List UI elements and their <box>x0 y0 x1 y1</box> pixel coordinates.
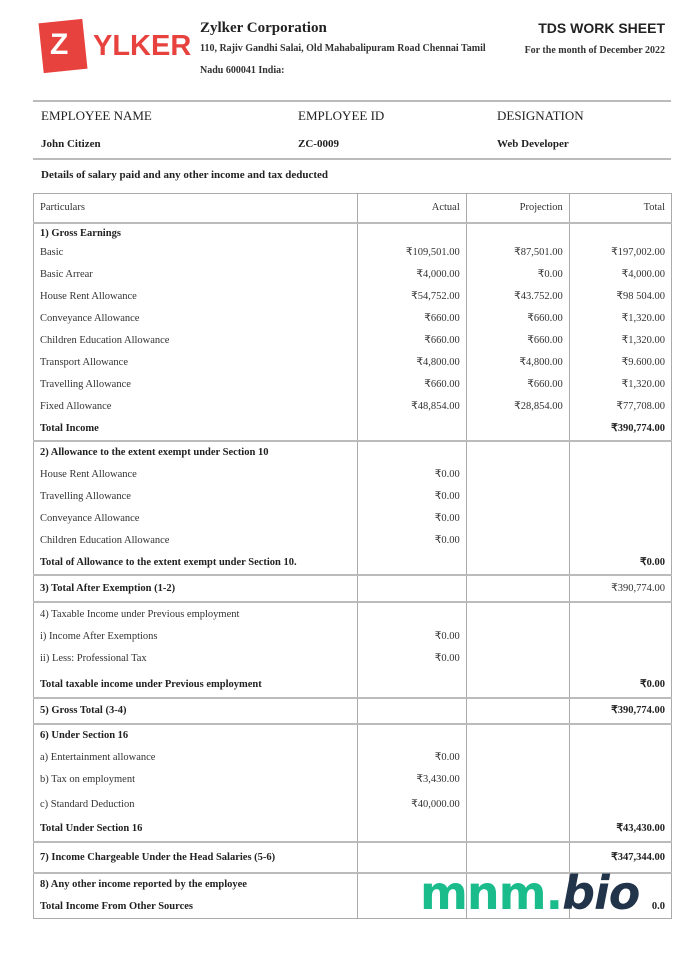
section-title: 4) Taxable Income under Previous employment <box>40 609 240 620</box>
row-label: Conveyance Allowance <box>40 313 140 324</box>
particulars-cell <box>34 873 358 919</box>
projection-cell <box>466 441 569 575</box>
section-gross-total <box>34 698 672 724</box>
total-value: ₹4,000.00 <box>621 269 665 280</box>
row-label: a) Entertainment allowance <box>40 752 156 763</box>
total-cell <box>569 602 671 698</box>
particulars-cell <box>34 724 358 842</box>
actual-cell <box>357 575 466 602</box>
row-label: House Rent Allowance <box>40 291 137 302</box>
section-title: 8) Any other income reported by the employee <box>40 879 247 890</box>
total-cell <box>569 441 671 575</box>
section-previous-employment <box>34 602 672 698</box>
actual-value: ₹0.00 <box>434 752 460 763</box>
row-label: House Rent Allowance <box>40 469 137 480</box>
projection-value: ₹28,854.00 <box>514 401 563 412</box>
employee-name: John Citizen <box>41 138 101 150</box>
section-total-label: Total Income From Other Sources <box>40 901 194 912</box>
actual-cell <box>357 223 466 441</box>
section-title: 6) Under Section 16 <box>40 730 129 741</box>
actual-value: ₹0.00 <box>434 535 460 546</box>
actual-cell <box>357 602 466 698</box>
section-total-value: ₹347,344.00 <box>611 852 665 863</box>
actual-value: ₹0.00 <box>434 653 460 664</box>
particulars-cell <box>34 223 358 441</box>
projection-value: ₹660.00 <box>527 379 563 390</box>
sheet-title: TDS WORK SHEET <box>538 20 665 36</box>
projection-value: ₹0.00 <box>537 269 563 280</box>
designation-label: DESIGNATION <box>497 108 584 123</box>
designation: Web Developer <box>497 138 569 150</box>
sheet-period: For the month of December 2022 <box>524 45 665 56</box>
actual-value: ₹3,430.00 <box>416 774 460 785</box>
actual-value: ₹4,000.00 <box>416 269 460 280</box>
particulars-cell <box>34 441 358 575</box>
actual-cell <box>357 698 466 724</box>
row-label: i) Income After Exemptions <box>40 631 158 642</box>
row-label: Conveyance Allowance <box>40 513 140 524</box>
company-address-line2: Nadu 600041 India: <box>200 65 285 76</box>
employee-id: ZC-0009 <box>298 138 339 150</box>
section-total-label: Total Under Section 16 <box>40 823 143 834</box>
section-total-value: ₹390,774.00 <box>611 423 665 434</box>
section-title: 7) Income Chargeable Under the Head Salaries (5-6) <box>40 852 276 863</box>
projection-value: ₹43.752.00 <box>514 291 563 302</box>
total-value: ₹1,320.00 <box>621 313 665 324</box>
column-header-total: Total <box>569 194 671 224</box>
section-total-after-exemption <box>34 575 672 602</box>
row-label: c) Standard Deduction <box>40 799 135 810</box>
particulars-cell <box>34 602 358 698</box>
total-cell <box>569 223 671 441</box>
actual-value: ₹4,800.00 <box>416 357 460 368</box>
section-title: 5) Gross Total (3-4) <box>40 705 127 716</box>
row-label: Fixed Allowance <box>40 401 112 412</box>
total-cell <box>569 724 671 842</box>
total-value: ₹77,708.00 <box>616 401 665 412</box>
row-label: Basic <box>40 247 64 258</box>
particulars-cell <box>34 575 358 602</box>
company-info <box>200 20 505 81</box>
actual-value: ₹48,854.00 <box>411 401 460 412</box>
projection-cell <box>466 698 569 724</box>
projection-value: ₹660.00 <box>527 335 563 346</box>
section-exempt-allowance <box>34 441 672 575</box>
employee-id-label: EMPLOYEE ID <box>298 108 385 123</box>
projection-value: ₹4,800.00 <box>519 357 563 368</box>
row-label: Children Education Allowance <box>40 535 170 546</box>
projection-cell <box>466 575 569 602</box>
logo-letter: Z <box>50 28 69 61</box>
watermark-part1: mnm. <box>420 866 563 920</box>
total-value: ₹197,002.00 <box>611 247 665 258</box>
company-logo <box>41 21 192 73</box>
total-cell <box>569 575 671 602</box>
section-total-label: Total taxable income under Previous employment <box>40 679 262 690</box>
divider <box>33 100 671 102</box>
total-cell <box>569 698 671 724</box>
logo-wordmark: YLKER <box>93 30 192 62</box>
section-total-value: ₹43,430.00 <box>616 823 665 834</box>
actual-value: ₹660.00 <box>424 335 460 346</box>
actual-value: ₹54,752.00 <box>411 291 460 302</box>
table-header-row <box>34 194 672 224</box>
section-title: 2) Allowance to the extent exempt under Section 10 <box>40 447 269 458</box>
column-header-particulars: Particulars <box>34 194 358 224</box>
section-total-value: ₹390,774.00 <box>611 705 665 716</box>
section-total-value: ₹0.00 <box>639 679 665 690</box>
actual-value: ₹0.00 <box>434 631 460 642</box>
actual-value: ₹0.00 <box>434 491 460 502</box>
row-label: Travelling Allowance <box>40 379 131 390</box>
actual-value: ₹0.00 <box>434 469 460 480</box>
section-title: 3) Total After Exemption (1-2) <box>40 583 176 594</box>
projection-cell <box>466 724 569 842</box>
column-header-actual: Actual <box>357 194 466 224</box>
company-address-line1: 110, Rajiv Gandhi Salai, Old Mahabalipuram Road Chennai Tamil <box>200 43 486 54</box>
section-total-value: 0.0 <box>651 901 665 912</box>
total-value: ₹9.600.00 <box>621 357 665 368</box>
total-value: ₹98 504.00 <box>616 291 665 302</box>
company-name: Zylker Corporation <box>200 20 327 36</box>
row-label: Children Education Allowance <box>40 335 170 346</box>
actual-value: ₹660.00 <box>424 313 460 324</box>
section-under-section-16 <box>34 724 672 842</box>
row-label: b) Tax on employment <box>40 774 136 785</box>
section-title: 1) Gross Earnings <box>40 228 121 239</box>
divider <box>33 158 671 160</box>
projection-value: ₹87,501.00 <box>514 247 563 258</box>
section-total-label: Total Income <box>40 423 99 434</box>
row-label: Transport Allowance <box>40 357 128 368</box>
row-label: Travelling Allowance <box>40 491 131 502</box>
total-value: ₹1,320.00 <box>621 335 665 346</box>
particulars-cell <box>34 842 358 873</box>
actual-value: ₹109,501.00 <box>405 247 460 258</box>
total-value: ₹1,320.00 <box>621 379 665 390</box>
row-label: Basic Arrear <box>40 269 93 280</box>
tds-worksheet-table <box>33 193 672 919</box>
section-total-label: Total of Allowance to the extent exempt under Section 10. <box>40 557 297 568</box>
actual-value: ₹40,000.00 <box>411 799 460 810</box>
column-header-projection: Projection <box>466 194 569 224</box>
actual-cell <box>357 441 466 575</box>
projection-value: ₹660.00 <box>527 313 563 324</box>
section-total-value: ₹390,774.00 <box>611 583 665 594</box>
actual-value: ₹660.00 <box>424 379 460 390</box>
watermark <box>420 868 639 918</box>
details-title: Details of salary paid and any other income and tax deducted <box>41 169 329 181</box>
particulars-cell <box>34 698 358 724</box>
row-label: ii) Less: Professional Tax <box>40 653 147 664</box>
section-total-value: ₹0.00 <box>639 557 665 568</box>
watermark-part2: bio <box>562 866 640 920</box>
projection-cell <box>466 223 569 441</box>
actual-cell <box>357 724 466 842</box>
actual-value: ₹0.00 <box>434 513 460 524</box>
section-gross-earnings <box>34 223 672 441</box>
employee-name-label: EMPLOYEE NAME <box>41 108 152 123</box>
projection-cell <box>466 602 569 698</box>
